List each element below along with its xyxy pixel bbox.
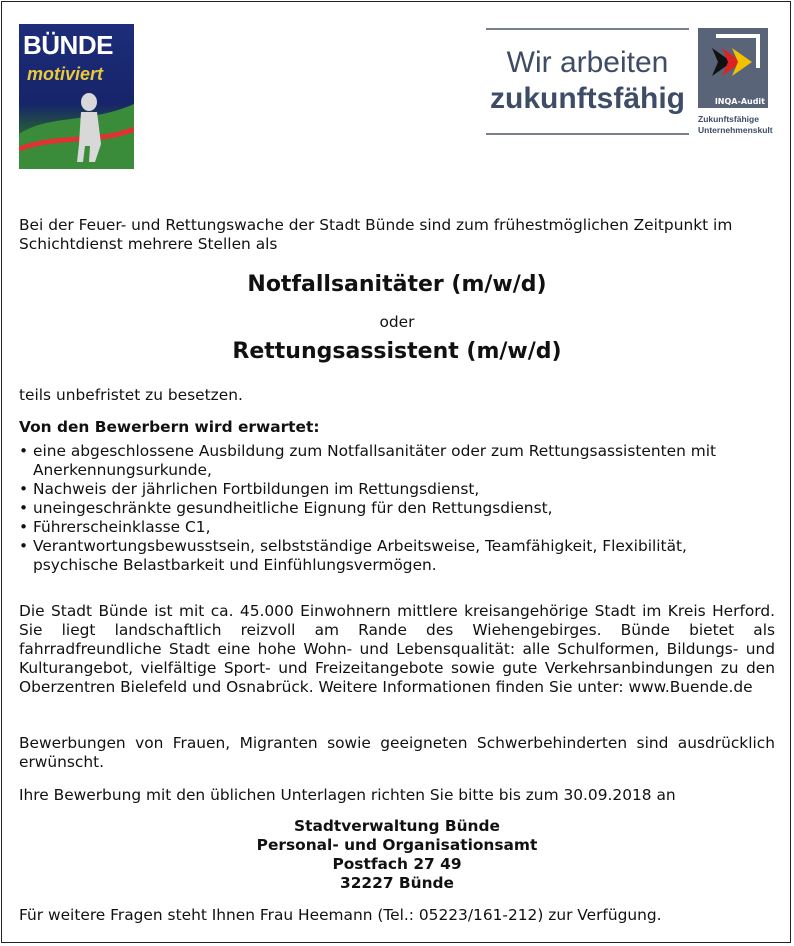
address-line-2: Personal- und Organisationsamt [256,836,538,854]
expectations-heading: Von den Bewerbern wird erwartet: [19,418,320,436]
application-note: Ihre Bewerbung mit den üblichen Unterlagen richten Sie bitte bis zum 30.09.2018 an [19,786,676,804]
logo-caption [698,114,773,136]
address-line-1: Stadtverwaltung Bünde [294,817,500,835]
logo-rule-top [486,28,689,30]
expectations-list [19,442,775,575]
logo-caption-line-1: Zukunftsfähige [698,114,759,124]
logo-title: BÜNDE [23,30,113,60]
list-item: • Verantwortungsbewusstsein, selbstständige Arbeitsweise, Teamfähigkeit, Flexibilität, psychische Belastbarkeit und Einfühlungsvermögen. [19,537,775,575]
address-block [19,817,775,893]
position-title-2: Rettungsassistent (m/w/d) [232,339,562,364]
intro-text: Bei der Feuer- und Rettungswache der Stadt Bünde sind zum frühestmöglichen Zeitpunkt im Schichtdienst mehrere Stellen als [19,216,733,253]
address-line-3: Postfach 27 49 [332,855,462,873]
list-item: • Nachweis der jährlichen Fortbildungen im Rettungsdienst, [19,480,775,499]
inqa-logo [486,28,776,148]
logo-subtitle: motiviert [27,64,104,84]
logo-caption-line-2: Unternehmenskult [698,125,773,135]
terms-text: teils unbefristet zu besetzen. [19,386,243,404]
position-title-1: Notfallsanitäter (m/w/d) [247,272,547,297]
arrow-icon [698,28,768,108]
list-item: • eine abgeschlossene Ausbildung zum Notfallsanitäter oder zum Rettungsassistenten mit Anerkennungsurkunde, [19,442,775,480]
list-item: • Führerscheinklasse C1, [19,518,775,537]
buende-motiviert-logo [19,24,134,169]
logo-line-1: Wir arbeiten [506,46,669,79]
logo-rule-bottom [486,133,689,135]
city-description: Die Stadt Bünde ist mit ca. 45.000 Einwohnern mittlere kreisangehörige Stadt im Kreis Herford. Sie liegt landschaftlich reizvoll am Rande des Wiehengebirges. Bünde bietet als fahrradfreundliche Stadt eine hohe Wohn- und Lebensqualität: alle Schulformen, Bildungs- und Kulturangebot, vielfältige Sport- und Freizeitangebote sowie gute Verkehrsanbindungen zu den Oberzentren Bielefeld und Osnabrück. Weitere Informationen finden Sie unter: www.Buende.de [19,602,775,696]
or-text: oder [379,313,415,331]
diversity-note: Bewerbungen von Frauen, Migranten sowie geeigneten Schwerbehinderten sind ausdrücklich erwünscht. [19,734,775,771]
logo-line-2: zukunftsfähig [490,82,685,115]
badge-code: INQA-Audit [714,97,765,106]
list-item: • uneingeschränkte gesundheitliche Eignung für den Rettungsdienst, [19,499,775,518]
address-line-4: 32227 Bünde [339,874,454,892]
contact-text: Für weitere Fragen steht Ihnen Frau Heemann (Tel.: 05223/161-212) zur Verfügung. [19,906,662,924]
inqa-badge [698,28,768,108]
